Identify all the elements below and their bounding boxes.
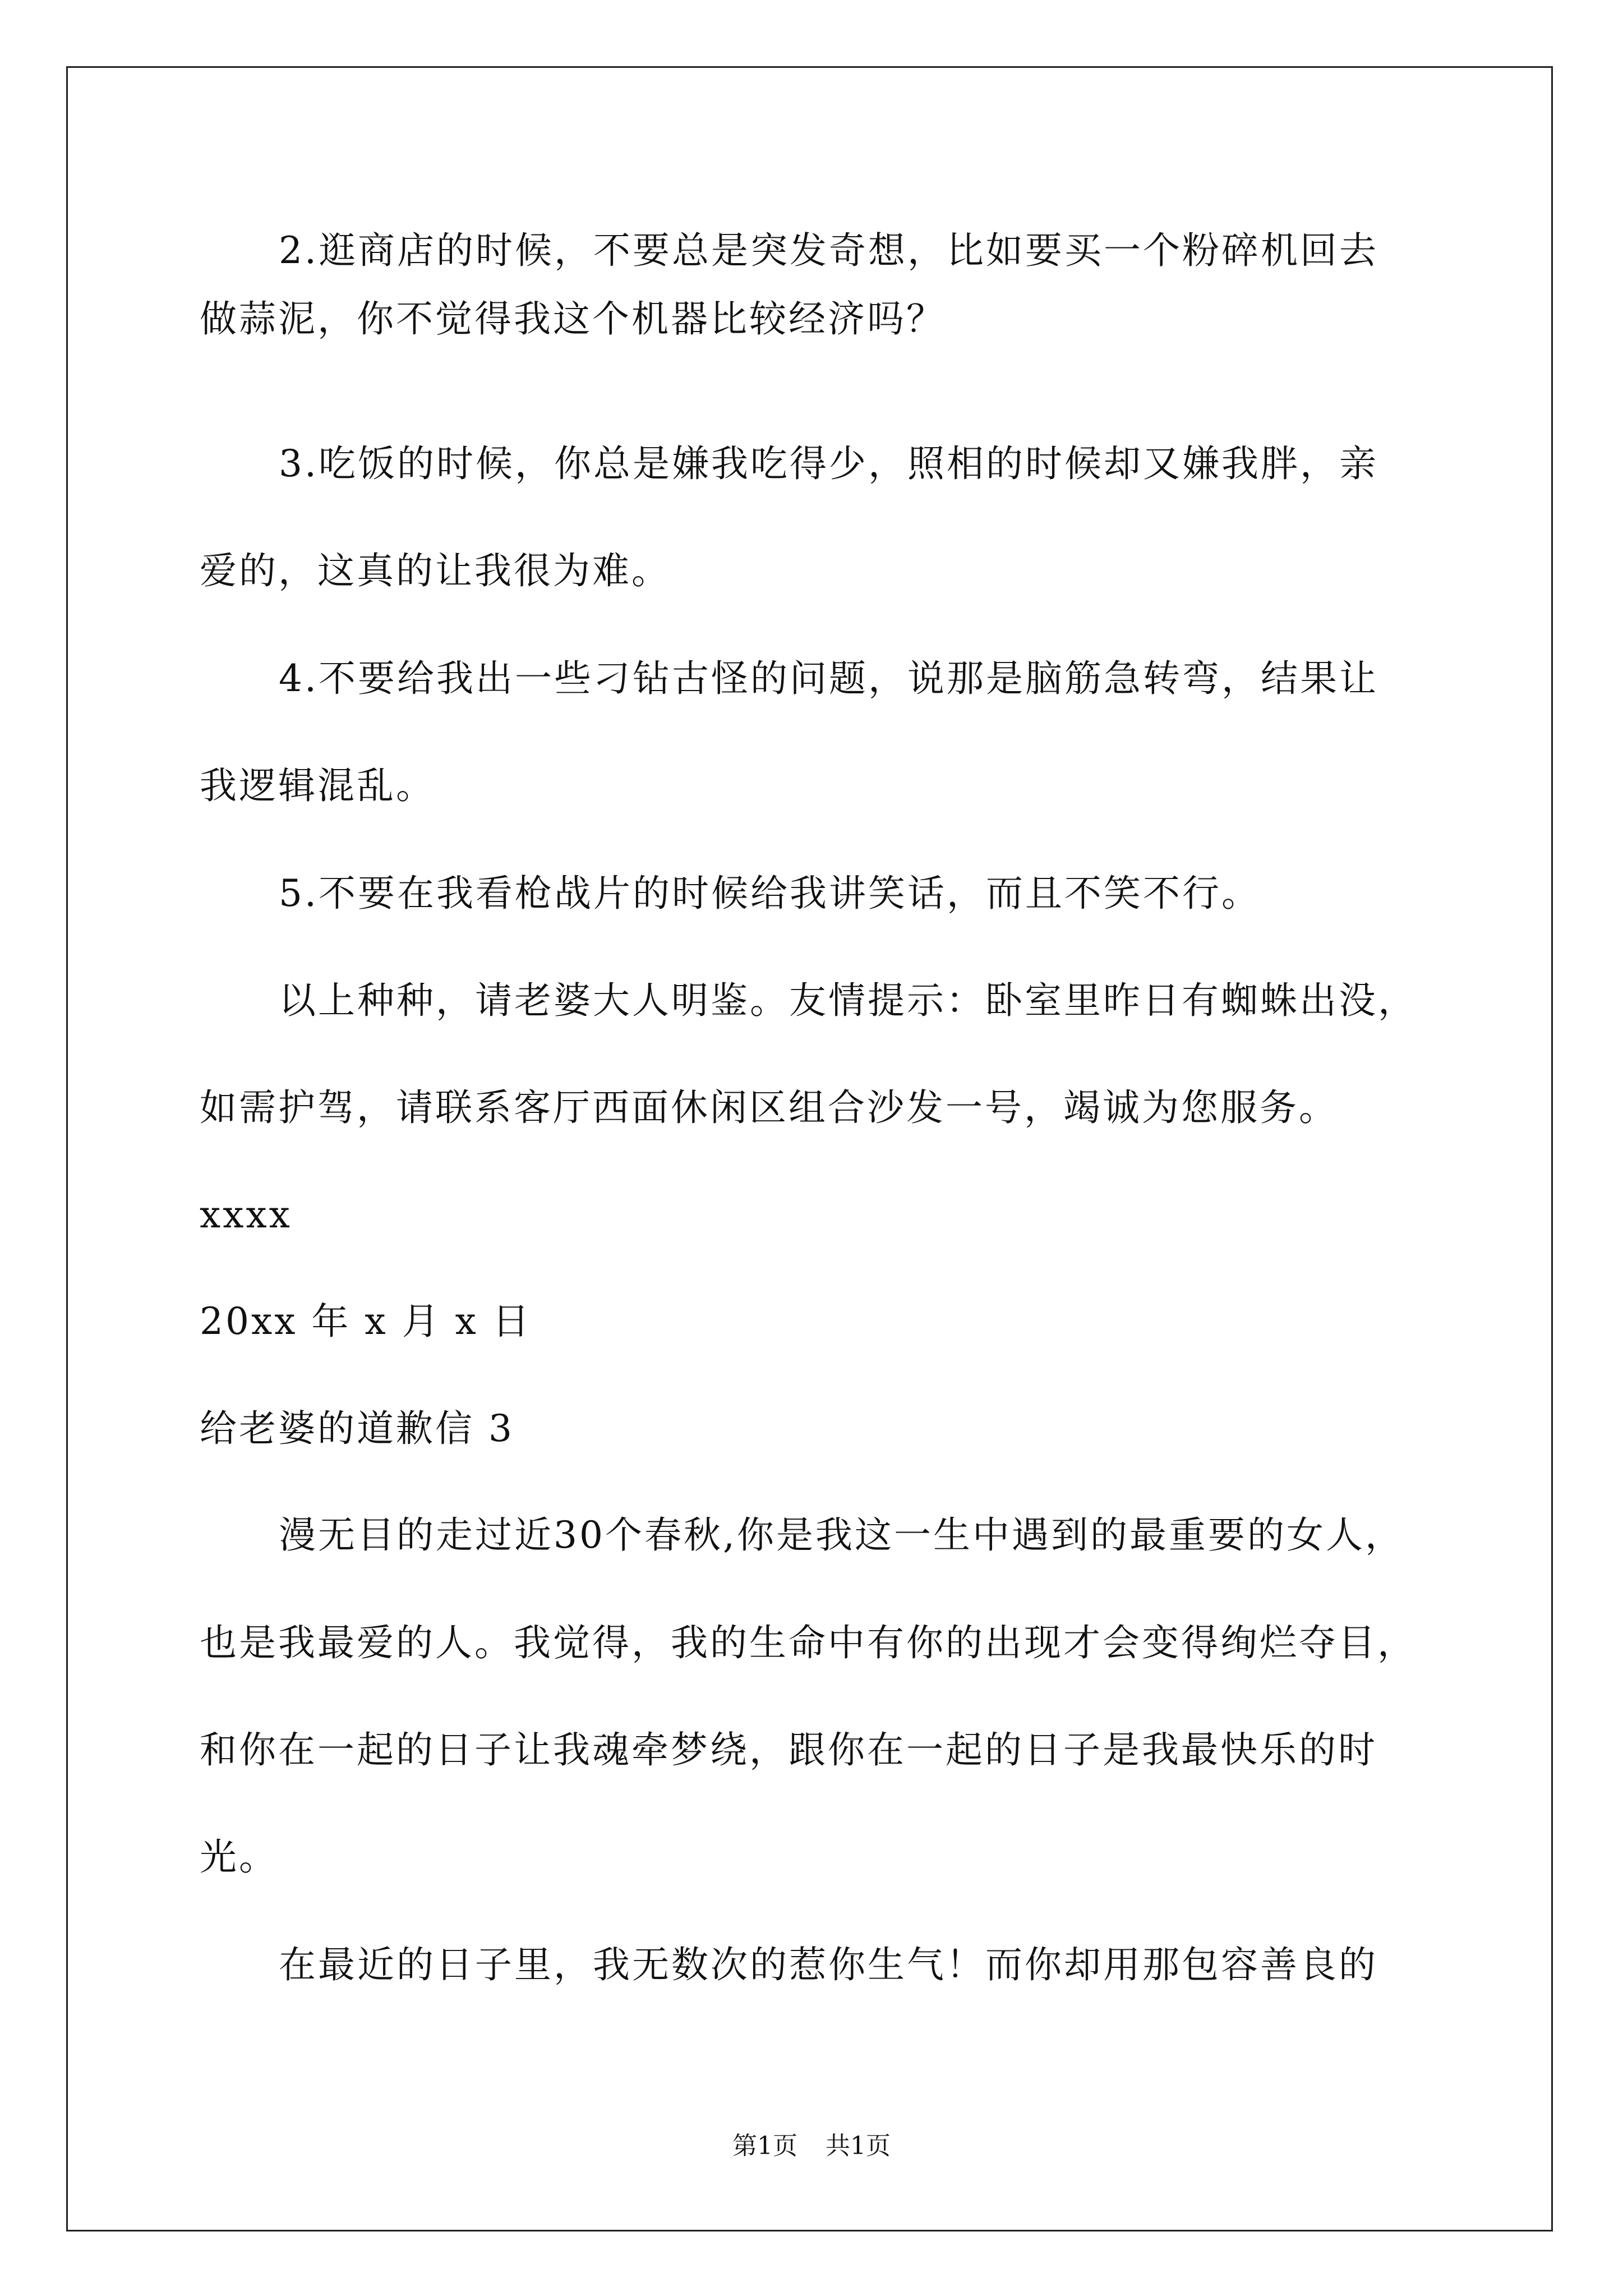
body-line: 爱的，这真的让我很为难。 bbox=[200, 549, 671, 592]
signature: xxxx bbox=[200, 1193, 292, 1236]
date-line: 20xx 年 x 月 x 日 bbox=[200, 1300, 532, 1343]
body-line: 2.逛商店的时候，不要总是突发奇想，比如要买一个粉碎机回去 bbox=[279, 229, 1378, 272]
section-heading: 给老婆的道歉信 3 bbox=[200, 1407, 514, 1450]
body-line: 如需护驾，请联系客厅西面休闲区组合沙发一号，竭诚为您服务。 bbox=[200, 1086, 1338, 1129]
page-border bbox=[66, 66, 1553, 2231]
body-line: 做蒜泥，你不觉得我这个机器比较经济吗？ bbox=[200, 297, 946, 341]
body-line: 漫无目的走过近30个春秋,你是我这一生中遇到的最重要的女人， bbox=[279, 1513, 1404, 1557]
body-line: 光。 bbox=[200, 1835, 278, 1879]
page-number: 第1页 bbox=[732, 2132, 797, 2160]
body-line: 4.不要给我出一些刁钻古怪的问题，说那是脑筋急转弯，结果让 bbox=[279, 657, 1378, 700]
body-line: 以上种种，请老婆大人明鉴。友情提示：卧室里昨日有蜘蛛出没， bbox=[279, 979, 1417, 1022]
body-line: 3.吃饭的时候，你总是嫌我吃得少，照相的时候却又嫌我胖，亲 bbox=[279, 442, 1378, 485]
body-line: 也是我最爱的人。我觉得，我的生命中有你的出现才会变得绚烂夺目， bbox=[200, 1621, 1417, 1664]
body-line: 和你在一起的日子让我魂牵梦绕，跟你在一起的日子是我最快乐的时 bbox=[200, 1728, 1377, 1772]
body-line: 我逻辑混乱。 bbox=[200, 764, 435, 807]
body-line: 在最近的日子里，我无数次的惹你生气！而你却用那包容善良的 bbox=[279, 1943, 1378, 1986]
page-footer bbox=[0, 2134, 1623, 2159]
body-line: 5.不要在我看枪战片的时候给我讲笑话，而且不笑不行。 bbox=[279, 872, 1261, 915]
page-total: 共1页 bbox=[826, 2132, 891, 2160]
